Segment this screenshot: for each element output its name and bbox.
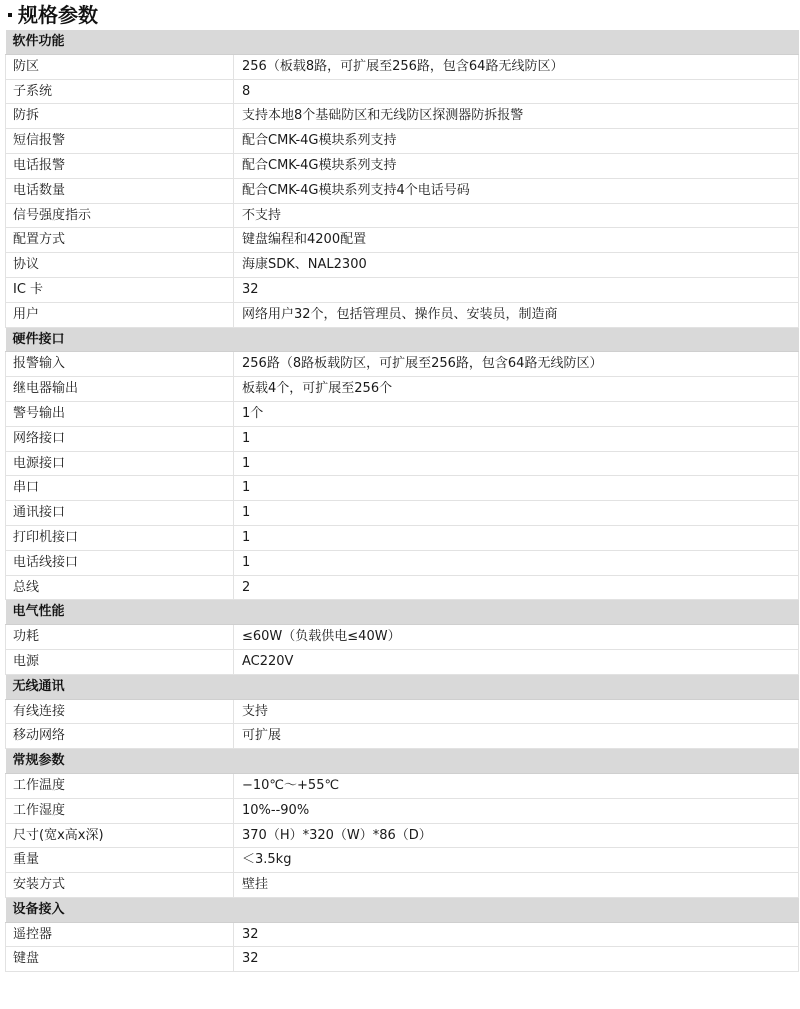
spec-value: 32 [234, 277, 799, 302]
spec-value: 1 [234, 501, 799, 526]
spec-label: 通讯接口 [6, 501, 234, 526]
spec-label: 用户 [6, 302, 234, 327]
spec-label: 短信报警 [6, 129, 234, 154]
table-row [6, 625, 799, 650]
spec-value: 壁挂 [234, 873, 799, 898]
spec-label: 电源 [6, 649, 234, 674]
spec-label: 安装方式 [6, 873, 234, 898]
table-row [6, 922, 799, 947]
table-row [6, 848, 799, 873]
spec-value: 配合CMK-4G模块系列支持 [234, 153, 799, 178]
spec-label: 有线连接 [6, 699, 234, 724]
spec-value: 1 [234, 451, 799, 476]
section-title: 硬件接口 [6, 327, 799, 352]
section-title: 软件功能 [6, 30, 799, 54]
spec-value: 键盘编程和4200配置 [234, 228, 799, 253]
spec-label: 子系统 [6, 79, 234, 104]
table-row [6, 451, 799, 476]
spec-value: 8 [234, 79, 799, 104]
spec-label: 总线 [6, 575, 234, 600]
spec-label: 配置方式 [6, 228, 234, 253]
table-row [6, 947, 799, 972]
spec-value: 256路（8路板载防区，可扩展至256路，包含64路无线防区） [234, 352, 799, 377]
table-row [6, 525, 799, 550]
table-row [6, 253, 799, 278]
spec-label: 键盘 [6, 947, 234, 972]
table-row [6, 203, 799, 228]
table-row [6, 575, 799, 600]
spec-value: 2 [234, 575, 799, 600]
spec-label: 信号强度指示 [6, 203, 234, 228]
spec-value: 1 [234, 426, 799, 451]
spec-value: ＜3.5kg [234, 848, 799, 873]
table-row [6, 129, 799, 154]
table-row [6, 823, 799, 848]
table-row [6, 873, 799, 898]
spec-label: 继电器输出 [6, 377, 234, 402]
spec-label: 功耗 [6, 625, 234, 650]
table-row [6, 724, 799, 749]
spec-value: 支持 [234, 699, 799, 724]
table-row [6, 79, 799, 104]
spec-table-body [6, 30, 799, 972]
table-row [6, 352, 799, 377]
spec-label: 尺寸(宽x高x深) [6, 823, 234, 848]
spec-label: 电话报警 [6, 153, 234, 178]
spec-value: 配合CMK-4G模块系列支持4个电话号码 [234, 178, 799, 203]
table-row [6, 178, 799, 203]
spec-label: 打印机接口 [6, 525, 234, 550]
section-header [6, 749, 799, 774]
spec-value: ≤60W（负载供电≤40W） [234, 625, 799, 650]
section-header [6, 674, 799, 699]
table-row [6, 476, 799, 501]
spec-value: −10℃～+55℃ [234, 773, 799, 798]
spec-value: 10%--90% [234, 798, 799, 823]
spec-label: 防拆 [6, 104, 234, 129]
spec-value: 1 [234, 550, 799, 575]
table-row [6, 54, 799, 79]
spec-value: 不支持 [234, 203, 799, 228]
table-row [6, 377, 799, 402]
spec-label: 遥控器 [6, 922, 234, 947]
section-header [6, 897, 799, 922]
section-title: 电气性能 [6, 600, 799, 625]
table-row [6, 426, 799, 451]
spec-value: 1个 [234, 401, 799, 426]
section-header [6, 327, 799, 352]
section-header [6, 30, 799, 54]
spec-value: AC220V [234, 649, 799, 674]
section-title: 常规参数 [6, 749, 799, 774]
spec-value: 1 [234, 525, 799, 550]
table-row [6, 550, 799, 575]
spec-label: 防区 [6, 54, 234, 79]
spec-value: 配合CMK-4G模块系列支持 [234, 129, 799, 154]
spec-label: 工作温度 [6, 773, 234, 798]
spec-label: 报警输入 [6, 352, 234, 377]
table-row [6, 649, 799, 674]
spec-label: 电话数量 [6, 178, 234, 203]
spec-label: 工作湿度 [6, 798, 234, 823]
spec-value: 32 [234, 947, 799, 972]
spec-label: IC 卡 [6, 277, 234, 302]
bullet-icon [8, 13, 12, 17]
spec-value: 370（H）*320（W）*86（D） [234, 823, 799, 848]
table-row [6, 302, 799, 327]
spec-value: 可扩展 [234, 724, 799, 749]
page-title [8, 0, 98, 30]
table-row [6, 798, 799, 823]
table-row [6, 228, 799, 253]
spec-label: 协议 [6, 253, 234, 278]
spec-value: 网络用户32个，包括管理员、操作员、安装员，制造商 [234, 302, 799, 327]
spec-value: 1 [234, 476, 799, 501]
table-row [6, 501, 799, 526]
spec-label: 警号输出 [6, 401, 234, 426]
spec-label: 网络接口 [6, 426, 234, 451]
table-row [6, 104, 799, 129]
spec-table [5, 30, 799, 972]
spec-value: 32 [234, 922, 799, 947]
spec-label: 串口 [6, 476, 234, 501]
table-row [6, 699, 799, 724]
table-row [6, 773, 799, 798]
spec-label: 重量 [6, 848, 234, 873]
page-title-text: 规格参数 [18, 3, 98, 27]
table-row [6, 153, 799, 178]
spec-label: 移动网络 [6, 724, 234, 749]
spec-value: 256（板载8路，可扩展至256路，包含64路无线防区） [234, 54, 799, 79]
spec-label: 电话线接口 [6, 550, 234, 575]
section-title: 无线通讯 [6, 674, 799, 699]
spec-value: 板载4个，可扩展至256个 [234, 377, 799, 402]
table-row [6, 277, 799, 302]
spec-value: 支持本地8个基础防区和无线防区探测器防拆报警 [234, 104, 799, 129]
spec-value: 海康SDK、NAL2300 [234, 253, 799, 278]
table-row [6, 401, 799, 426]
section-header [6, 600, 799, 625]
spec-label: 电源接口 [6, 451, 234, 476]
section-title: 设备接入 [6, 897, 799, 922]
